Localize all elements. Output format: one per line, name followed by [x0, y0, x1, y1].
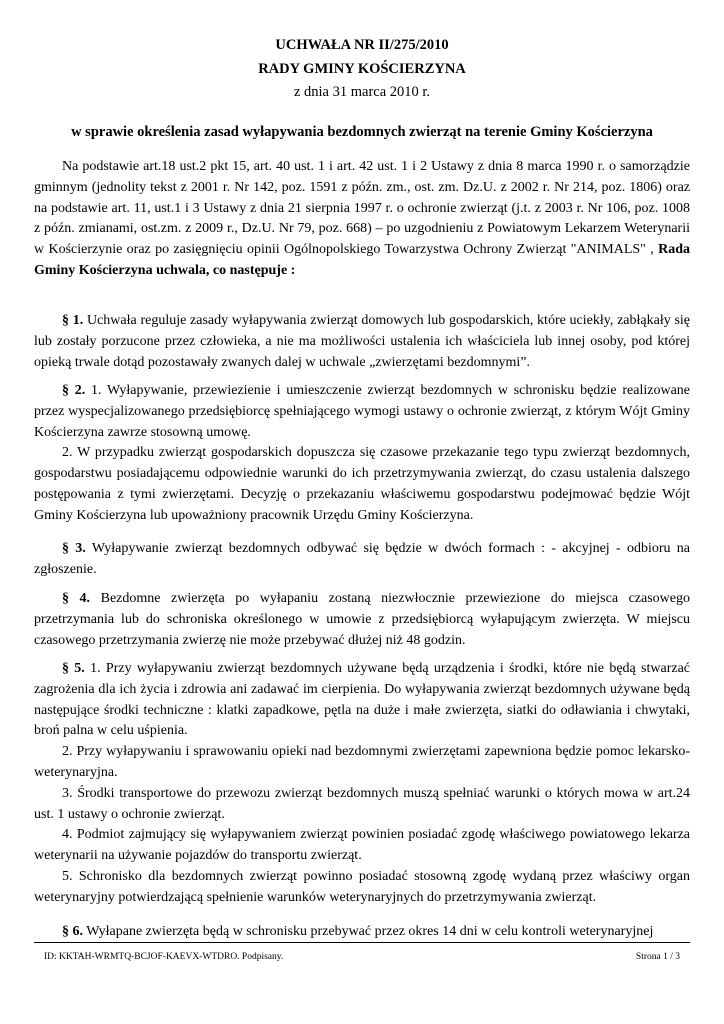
section-3-text: Wyłapywanie zwierząt bezdomnych odbywać się będzie w dwóch formach : - akcyjnej - odbioru na zgłoszenie.: [34, 541, 691, 577]
section-5: [34, 659, 690, 909]
section-4-text: Bezdomne zwierzęta po wyłapaniu zostaną niezwłocznie przewiezione do miejsca czasowego przetrzymania lub do schroniska określonego w umowie z przedsiębiorcą wyłapującym zwierzęta. W miejscu czasowego przetrzymania zwierzę nie może przebywać dłużej niż 48 godzin.: [34, 591, 691, 648]
page-footer: [34, 942, 690, 962]
council-name: RADY GMINY KOŚCIERZYNA: [258, 61, 466, 77]
section-5-p1: 1. Przy wyłapywaniu zwierząt bezdomnych używane będą urządzenia i środki, które nie będą stwarzać zagrożenia dla ich życia i zdrowia ani zadawać im cierpienia. Do wyłapywania zwierząt bezdomnych używane będą następujące środki techniczne : klatki zapadkowe, pętla na duże i małe zwierzęta, siatki do odławiania i chwytaki, broń palna w celu uśpienia.: [34, 661, 691, 739]
section-2-label: § 2.: [62, 383, 86, 398]
document-id: ID: KKTAH-WRMTQ-BCJOF-KAEVX-WTDRO. Podpisany.: [44, 952, 284, 962]
section-1: [34, 311, 690, 373]
section-5-p2: 2. Przy wyłapywaniu i sprawowaniu opieki nad bezdomnymi zwierzętami zapewniona będzie pomoc lekarsko-weterynaryjna.: [34, 744, 690, 780]
section-5-label: § 5.: [62, 661, 85, 676]
section-4-label: § 4.: [62, 591, 91, 606]
section-1-text: Uchwała reguluje zasady wyłapywania zwierząt domowych lub gospodarskich, które uciekły, zabłąkały się lub zostały porzucone przez człowieka, a nie ma możliwości ustalenia ich właściciela lub innej osoby, pod której opieką trwale dotąd pozostawały zwanych dalej w uchwale „zwierzętami bezdomnymi”.: [34, 313, 690, 370]
section-2-p2: 2. W przypadku zwierząt gospodarskich dopuszcza się czasowe przekazanie tego typu zwierząt bezdomnych, gospodarstwu posiadającemu odpowiednie warunki do ich przetrzymywania zwierząt, do czasu ustalenia dalszego postępowania z tymi zwierzętami. Decyzję o przekazaniu właściwemu gospodarstwu podejmować będzie Wójt Gminy Kościerzyna lub upoważniony pracownik Urzędu Gminy Kościerzyna.: [34, 445, 690, 523]
resolution-number: UCHWAŁA NR II/275/2010: [275, 37, 449, 53]
section-5-p5: 5. Schronisko dla bezdomnych zwierząt powinno posiadać stosowną zgodę wydaną przez właściwy organ weterynaryjny potwierdzającą spełnienie warunków weterynaryjnych do przetrzymywania zwierząt.: [34, 868, 690, 905]
section-4: [34, 589, 690, 651]
resolution-date: z dnia 31 marca 2010 r.: [293, 84, 431, 100]
section-1-label: § 1.: [62, 313, 84, 328]
section-3-label: § 3.: [62, 541, 86, 556]
preamble-bold: Rada Gminy Kościerzyna uchwala, co następuje :: [34, 242, 690, 278]
section-5-p3: 3. Środki transportowe do przewozu zwierząt bezdomnych muszą spełniać warunki o których mowa w art.24 ust. 1 ustawy o ochronie zwierząt.: [34, 785, 690, 822]
section-2: [34, 381, 690, 527]
preamble-text: Na podstawie art.18 ust.2 pkt 15, art. 40 ust. 1 i art. 42 ust. 1 i 2 Ustawy z dnia 8 marca 1990 r. o samorządzie gminnym (jednolity tekst z 2001 r. Nr 142, poz. 1591 z późn. zm., ost. zm. Dz.U. z 2002 r. Nr 214, poz. 1806) oraz na podstawie art. 11, ust.1 i 3 Ustawy z dnia 21 sierpnia 1997 r. o ochronie zwierząt (j.t. z 2003 r. Nr 106, poz. 1008 z późn. zmianami, ost.zm. z 2009 r., Dz.U. Nr 79, poz. 668) – po uzgodnieniu z Powiatowym Lekarzem Weterynarii w Kościerzynie oraz po zasięgnięciu opinii Ogólnopolskiego Towarzystwa Ochrony Zwierząt "ANIMALS" ,: [34, 159, 690, 258]
section-5-p4: 4. Podmiot zajmujący się wyłapywaniem zwierząt powinien posiadać zgodę właściwego powiatowego lekarza weterynarii na używanie pojazdów do transportu zwierząt.: [34, 827, 690, 864]
resolution-subject: w sprawie określenia zasad wyłapywania bezdomnych zwierząt na terenie Gminy Kościerzyna: [71, 124, 653, 140]
preamble: [34, 157, 690, 282]
section-6-text: Wyłapane zwierzęta będą w schronisku przebywać przez okres 14 dni w celu kontroli weterynaryjnej: [83, 924, 654, 939]
section-6-label: § 6.: [62, 924, 83, 939]
page-number: Strona 1 / 3: [635, 952, 680, 962]
section-3: [34, 539, 690, 581]
section-2-p1: 1. Wyłapywanie, przewiezienie i umieszczenie zwierząt bezdomnych w schronisku będzie realizowane przez wyspecjalizowanego przedsiębiorcę spełniającego wymogi ustawy o ochronie zwierząt, z którym Wójt Gminy Kościerzyna zawrze stosowną umowę.: [34, 383, 691, 440]
section-6: [34, 922, 690, 943]
